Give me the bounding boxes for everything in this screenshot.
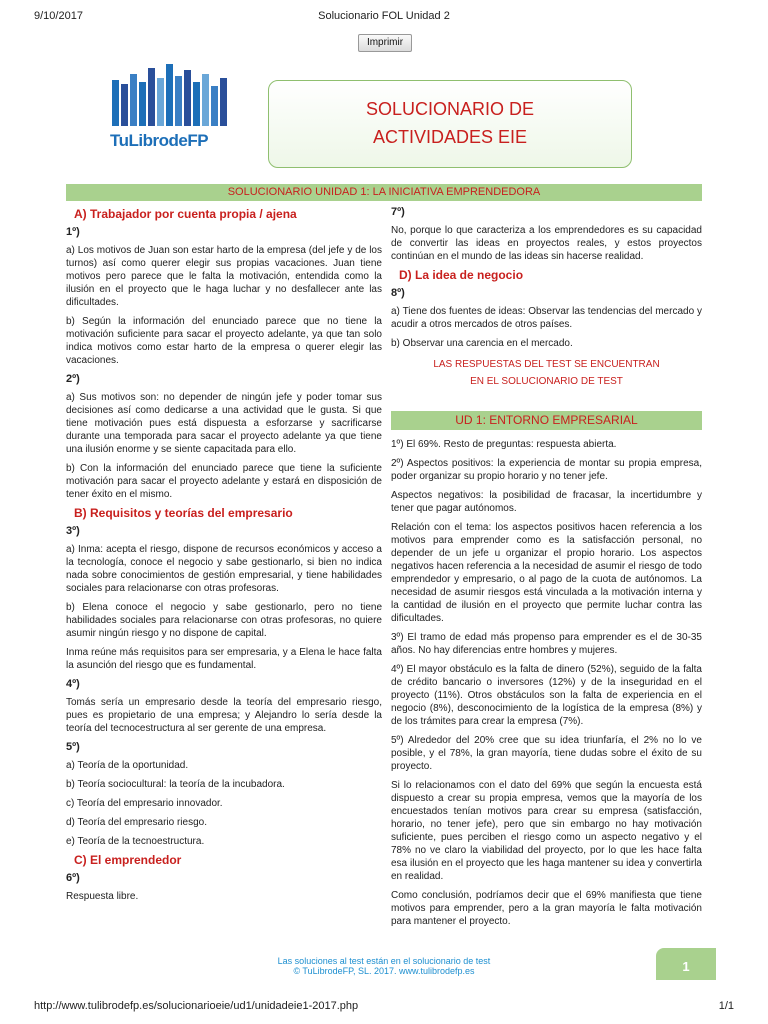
logo-bar: [121, 84, 128, 126]
footer-note: [200, 956, 568, 976]
section-heading: A) Trabajador por cuenta propia / ajena: [74, 207, 297, 221]
answer-text: Aspectos negativos: la posibilidad de fracasar, la incertidumbre y tener que pagar autónomos.: [391, 490, 702, 514]
answer-text: 1º) El 69%. Resto de preguntas: respuesta abierta.: [391, 439, 617, 450]
print-button[interactable]: Imprimir: [358, 34, 412, 52]
answer-text: a) Sus motivos son: no depender de ningún jefe y poder tomar sus decisiones así como dedicarse a una actividad que le gusta. Si que tiene motivación pues está dispuesta a esforzarse y sacrificarse durante una temporada para sacar el proyecto adelante ya que tiene una ilusión enorme y se siente capacitada para ello.: [66, 392, 382, 455]
page-number-tab: 1: [656, 948, 716, 980]
section-heading: D) La idea de negocio: [399, 268, 524, 282]
footer-line-2: © TuLibrodeFP, SL. 2017. www.tulibrodefp.es: [293, 966, 475, 976]
logo-bar: [202, 74, 209, 126]
answer-text: b) Elena conoce el negocio y sabe gestionarlo, pero no tiene habilidades sociales para relacionarse con otras profesoras, no quiere asumir ningún riesgo y no dispone de capital.: [66, 602, 382, 639]
logo-bar: [112, 80, 119, 126]
logo-text: TuLibrodeFP: [110, 131, 209, 150]
title-line-1: SOLUCIONARIO DE: [365, 99, 535, 119]
answer-text: d) Teoría del empresario riesgo.: [66, 817, 207, 828]
right-column: [391, 206, 702, 390]
question-number: 3º): [66, 525, 80, 537]
ud1-band: UD 1: ENTORNO EMPRESARIAL: [391, 411, 702, 430]
answer-text: 5º) Alrededor del 20% cree que su idea triunfaría, el 2% no lo ve posible, y el 78%, la gran mayoría, tiene dudas sobre el éxito de su proyecto.: [391, 735, 702, 772]
answer-text: 3º) El tramo de edad más propenso para emprender es el de 30-35 años. No hay diferencias entre hombres y mujeres.: [391, 632, 702, 656]
logo-bar: [184, 70, 191, 126]
answer-text: Inma reúne más requisitos para ser empresaria, y a Elena le hace falta la asunción del riesgo que es fundamental.: [66, 647, 382, 671]
answer-text: a) Los motivos de Juan son estar harto de la empresa (del jefe y de los turnos) así como querer elegir sus propias vacaciones. Juan tiene motivos pero parece que le falta la motivación, entendida como la ilusión en el proyecto que le haga luchar y no desfallecer ante las dificultades.: [66, 245, 382, 308]
title-line-2: ACTIVIDADES EIE: [372, 127, 528, 147]
answer-text: b) Observar una carencia en el mercado.: [391, 338, 573, 349]
logo-bar: [148, 68, 155, 126]
question-number: 2º): [66, 373, 80, 385]
answer-text: e) Teoría de la tecnoestructura.: [66, 836, 205, 847]
logo-bar: [130, 74, 137, 126]
footer-line-1: Las soluciones al test están en el solucionario de test: [277, 956, 491, 966]
logo-bar: [139, 82, 146, 126]
question-number: 7º): [391, 206, 405, 218]
answer-text: Si lo relacionamos con el dato del 69% que según la encuesta está dispuesto a crear su propia empresa, vemos que la mayoría de los encuestados tenían motivos para crear su empresa (satisfacción, horario, no tener jefe), pero que sin embargo no hay motivación suficiente, pues perciben el riesgo como un aspecto negativo y el 78% no ve claro la viabilidad del proyecto, por lo que les hace falta esa ilusión en el proyecto que les haga mantener su idea y convertirla en realidad.: [391, 780, 702, 882]
question-number: 1º): [66, 226, 80, 238]
answer-text: Respuesta libre.: [66, 891, 139, 902]
page-url: http://www.tulibrodefp.es/solucionarioeie/ud1/unidadeie1-2017.php: [34, 1000, 359, 1012]
unit-band: SOLUCIONARIO UNIDAD 1: LA INICIATIVA EMPRENDEDORA: [66, 184, 702, 201]
answer-text: b) Según la información del enunciado parece que no tiene la motivación suficiente para sacar el proyecto adelante, ya que tan solo indica motivos como estar harto de la empresa o querer elegir las vacaciones.: [66, 316, 382, 366]
section-heading: B) Requisitos y teorías del empresario: [74, 506, 293, 520]
answer-text: Como conclusión, podríamos decir que el 69% manifiesta que tiene motivos para emprender, pero a la gran mayoría le falta motivación para mantener el proyecto.: [391, 890, 702, 927]
answer-text: a) Inma: acepta el riesgo, dispone de recursos económicos y acceso a la tecnología, conoce el negocio y sabe gestionarlo, si bien no indica nada sobre conocimientos de gestión empresarial, y tiene habilidades sociales para relacionarse con otras profesoras.: [66, 544, 382, 594]
logo-bar: [157, 78, 164, 126]
answer-text: a) Tiene dos fuentes de ideas: Observar las tendencias del mercado y acudir a otros mercados de otros países.: [391, 306, 702, 330]
logo-bar: [166, 64, 173, 126]
logo-bar: [175, 76, 182, 126]
test-note: EN EL SOLUCIONARIO DE TEST: [470, 376, 623, 387]
logo-bar: [193, 82, 200, 126]
answer-text: a) Teoría de la oportunidad.: [66, 760, 189, 771]
answer-text: c) Teoría del empresario innovador.: [66, 798, 223, 809]
left-column: [66, 206, 382, 909]
print-date: 9/10/2017: [34, 10, 83, 22]
logo-bar: [211, 86, 218, 126]
question-number: 6º): [66, 872, 80, 884]
question-number: 4º): [66, 678, 80, 690]
logo-bar: [220, 78, 227, 126]
question-number: 5º): [66, 741, 80, 753]
answer-text: 2º) Aspectos positivos: la experiencia de montar su propia empresa, poder organizar su propio horario y no tener jefe.: [391, 458, 702, 482]
answer-text: Relación con el tema: los aspectos positivos hacen referencia a los motivos para emprender como es la satisfacción personal, no depender de un jefe u organizar el propio horario. Los aspectos negativos hacen referencia a la necesidad de asumir el riesgo de todo emprendedor y empresario, o al pago de la cuota de autónomos. La necesidad de asumir riesgos está vinculada a la motivación interna y la cantidad de ilusión en el proyecto que permite luchar contra las dificultades.: [391, 522, 702, 624]
section-heading: C) El emprendedor: [74, 853, 182, 867]
answer-text: No, porque lo que caracteriza a los emprendedores es su capacidad de convertir las ideas en proyectos reales, y estos proyectos continúan en el mundo de las ideas sin hacerse realidad.: [391, 225, 702, 262]
document-title: Solucionario FOL Unidad 2: [318, 10, 450, 22]
right-column-lower: [391, 438, 702, 934]
question-number: 8º): [391, 287, 405, 299]
title-box: [268, 80, 632, 168]
answer-text: b) Teoría sociocultural: la teoría de la incubadora.: [66, 779, 285, 790]
answer-text: b) Con la información del enunciado parece que tiene la suficiente motivación para sacar el proyecto adelante y estará en disposición de tener éxito en el mismo.: [66, 463, 382, 500]
test-note: LAS RESPUESTAS DEL TEST SE ENCUENTRAN: [433, 359, 660, 370]
page-count: 1/1: [718, 1000, 734, 1012]
answer-text: 4º) El mayor obstáculo es la falta de dinero (52%), seguido de la falta de crédito bancario o inversores (12%) y de la inseguridad en el proyecto (11%). Otros obstáculos son la falta de experiencia en el negocio (8%), desconocimiento de la logística de la empresa (8%) y de los trámites para crear la empresa (7%).: [391, 664, 702, 727]
answer-text: Tomás sería un empresario desde la teoría del empresario riesgo, pues es propietario de una empresa; y Alejandro lo sería desde la teoría del tecnocestructura al ser gerente de una empresa.: [66, 697, 382, 734]
